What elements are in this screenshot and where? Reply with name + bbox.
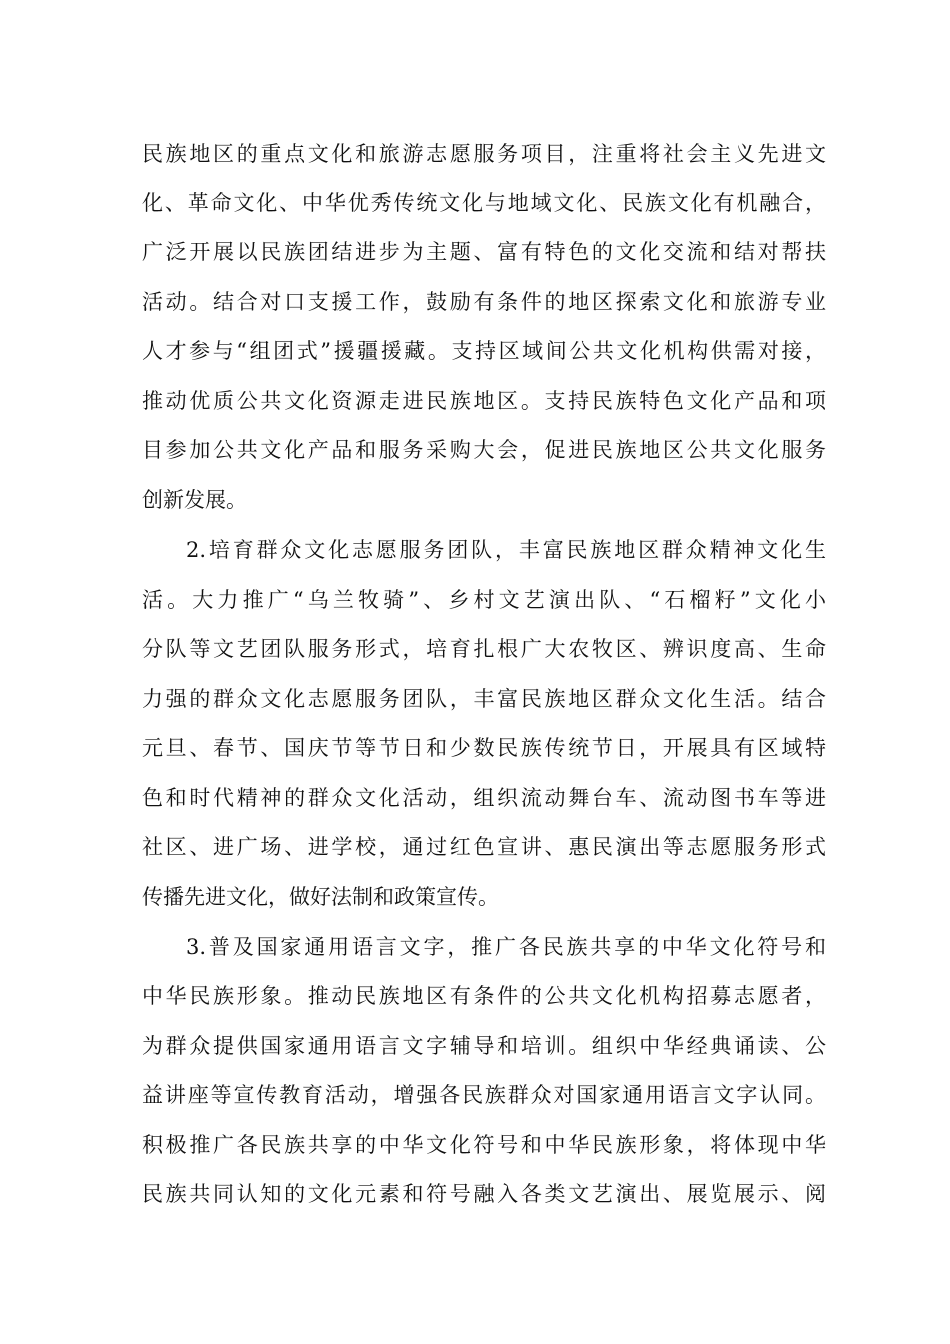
paragraph-3-line-5: 积极推广各民族共享的中华文化符号和中华民族形象，将体现中华	[142, 1133, 826, 1157]
paragraph-1-line-4: 活动。结合对口支援工作，鼓励有条件的地区探索文化和旅游专业	[142, 290, 826, 314]
paragraph-2-line-8: 传播先进文化，做好法制和政策宣传。	[142, 885, 499, 909]
paragraph-2-line-3: 分队等文艺团队服务形式，培育扎根广大农牧区、辨识度高、生命	[142, 637, 826, 661]
paragraph-2-line-7: 社区、进广场、进学校，通过红色宣讲、惠民演出等志愿服务形式	[142, 835, 826, 859]
paragraph-2-line-1: 2.培育群众文化志愿服务团队，丰富民族地区群众精神文化生	[186, 538, 826, 562]
paragraph-3-line-3: 为群众提供国家通用语言文字辅导和培训。组织中华经典诵读、公	[142, 1034, 826, 1058]
paragraph-2-line-4: 力强的群众文化志愿服务团队，丰富民族地区群众文化生活。结合	[142, 687, 826, 711]
paragraph-1-line-1: 民族地区的重点文化和旅游志愿服务项目，注重将社会主义先进文	[142, 142, 826, 166]
paragraph-1-line-8: 创新发展。	[142, 488, 247, 512]
paragraph-1-line-7: 目参加公共文化产品和服务采购大会，促进民族地区公共文化服务	[142, 438, 826, 462]
paragraph-1-line-3: 广泛开展以民族团结进步为主题、富有特色的文化交流和结对帮扶	[142, 240, 826, 264]
paragraph-3-line-6: 民族共同认知的文化元素和符号融入各类文艺演出、展览展示、阅	[142, 1182, 826, 1206]
paragraph-1-line-6: 推动优质公共文化资源走进民族地区。支持民族特色文化产品和项	[142, 389, 826, 413]
paragraph-3-line-4: 益讲座等宣传教育活动，增强各民族群众对国家通用语言文字认同。	[142, 1083, 826, 1107]
paragraph-3-line-2: 中华民族形象。推动民族地区有条件的公共文化机构招募志愿者，	[142, 984, 826, 1008]
paragraph-3-line-1: 3.普及国家通用语言文字，推广各民族共享的中华文化符号和	[186, 935, 826, 959]
paragraph-1-line-5: 人才参与“组团式”援疆援藏。支持区域间公共文化机构供需对接，	[142, 339, 826, 363]
paragraph-2-line-2: 活。大力推广“乌兰牧骑”、乡村文艺演出队、“石榴籽”文化小	[142, 588, 826, 612]
paragraph-1-line-2: 化、革命文化、中华优秀传统文化与地域文化、民族文化有机融合，	[142, 191, 826, 215]
paragraph-2-line-6: 色和时代精神的群众文化活动，组织流动舞台车、流动图书车等进	[142, 786, 826, 810]
paragraph-2-line-5: 元旦、春节、国庆节等节日和少数民族传统节日，开展具有区域特	[142, 736, 826, 760]
